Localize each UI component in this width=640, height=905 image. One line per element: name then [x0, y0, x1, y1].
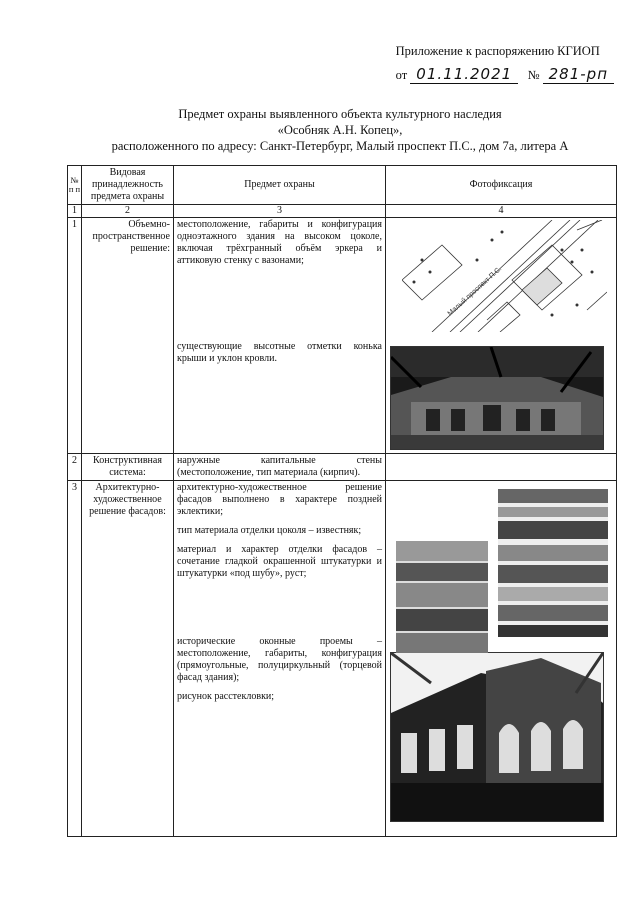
- date-prefix: от: [395, 68, 408, 82]
- header-photo: Фотофиксация: [386, 166, 617, 205]
- row-category: Объемно-пространственное решение:: [82, 218, 174, 454]
- column-number: 1: [68, 205, 82, 218]
- subject-item: рисунок расстекловки;: [177, 691, 275, 702]
- row-number: 3: [68, 481, 82, 837]
- order-number: 281-рп: [543, 65, 614, 84]
- appendix-line: Приложение к распоряжению КГИОП: [395, 44, 600, 58]
- subject-item: местоположение, габариты и конфигурация одноэтажного здания на высоком цоколе, включая трёхгранный объём эркера и аттиковую стенку с вазонами;: [177, 219, 382, 266]
- header-category: Видовая принадлежность предмета охраны: [82, 166, 174, 205]
- subject-item: исторические оконные проемы – местоположение, габариты, конфигурация (прямоугольные, полуциркульный (торцевой фасад здания);: [177, 636, 382, 683]
- table-header-row: [68, 166, 617, 205]
- column-number: 4: [386, 205, 617, 218]
- header-num: № п п: [68, 166, 82, 205]
- number-prefix: №: [527, 68, 540, 82]
- subject-item: архитектурно-художественное решение фасадов выполнено в характере поздней эклектики;: [177, 482, 382, 517]
- row-subject: [174, 454, 386, 481]
- map-street-label: Малый проспект П.С.: [446, 265, 504, 318]
- header-subject: Предмет охраны: [174, 166, 386, 205]
- row-photos: [386, 454, 617, 481]
- column-number: 3: [174, 205, 386, 218]
- texture-photo-left: [396, 541, 488, 653]
- row-number: 1: [68, 218, 82, 454]
- column-number: 2: [82, 205, 174, 218]
- texture-photo-right: [498, 489, 608, 637]
- document-title: [70, 106, 610, 154]
- column-number-row: [68, 205, 617, 218]
- building-photo-facade: [390, 652, 604, 822]
- site-plan-image: [402, 220, 607, 332]
- title-line-2: «Особняк А.Н. Копец»,: [277, 123, 403, 137]
- row-photos: [386, 481, 617, 837]
- order-date: 01.11.2021: [410, 65, 518, 84]
- subject-item: тип материала отделки цоколя – известняк;: [177, 525, 362, 536]
- row-subject: [174, 218, 386, 454]
- order-date-line: [396, 65, 614, 83]
- row-subject: [174, 481, 386, 837]
- title-line-1: Предмет охраны выявленного объекта культурного наследия: [178, 107, 502, 121]
- subject-item: материал и характер отделки фасадов – сочетание гладкой окрашенной штукатурки и штукатурки «под шубу», руст;: [177, 544, 382, 579]
- subject-item: существующие высотные отметки конька крыши и уклон кровли.: [177, 341, 382, 364]
- row-category: Конструктивная система:: [82, 454, 174, 481]
- table-row: [68, 454, 617, 481]
- appendix-header: [396, 44, 614, 83]
- table-row: [68, 481, 617, 837]
- subject-item: наружные капитальные стены (местоположение, тип материала (кирпич).: [177, 455, 382, 478]
- row-number: 2: [68, 454, 82, 481]
- building-photo-roof: [390, 346, 604, 450]
- row-photos: [386, 218, 617, 454]
- title-line-3: расположенного по адресу: Санкт-Петербург, Малый проспект П.С., дом 7а, литера А: [111, 139, 569, 153]
- protection-subject-table: [67, 165, 617, 837]
- row-category: Архитектурно-художественное решение фасадов:: [82, 481, 174, 837]
- facade-texture-collage: [390, 485, 612, 640]
- table-row: [68, 218, 617, 454]
